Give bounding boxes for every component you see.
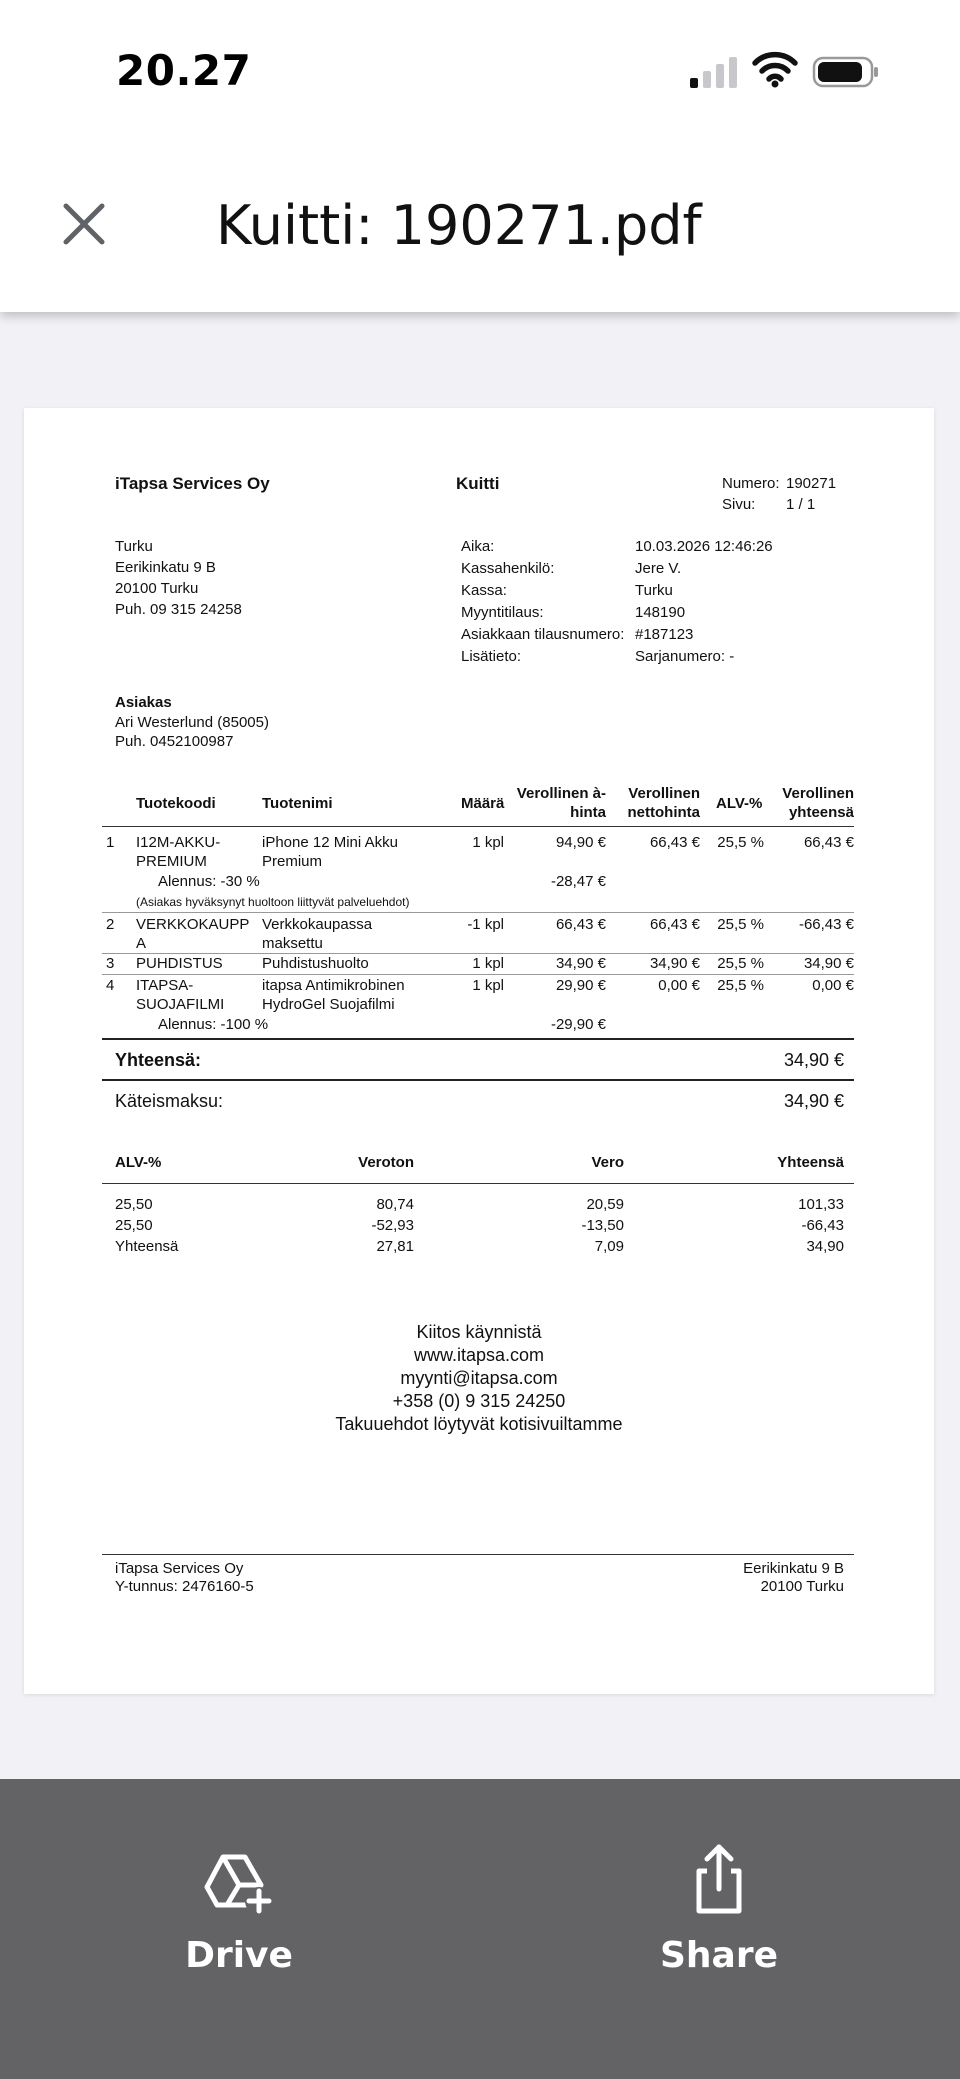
vat-header: Yhteensä xyxy=(777,1154,844,1171)
total-divider xyxy=(102,1079,854,1081)
vat-cell: Yhteensä xyxy=(115,1238,179,1255)
row-name: Verkkokaupassa xyxy=(262,916,373,933)
footer-line: Kiitos käynnistä xyxy=(416,1322,542,1342)
row-unit-price: 94,90 € xyxy=(555,834,606,851)
vat-cell: -52,93 xyxy=(371,1217,414,1234)
vat-header: ALV-% xyxy=(115,1154,162,1171)
footer-business-id: Y-tunnus: 2476160-5 xyxy=(115,1578,254,1595)
row-vat: 25,5 % xyxy=(717,977,764,994)
vat-cell: -13,50 xyxy=(581,1217,624,1234)
numero-value: 190271 xyxy=(786,475,837,492)
info-label: Myyntitilaus: xyxy=(461,604,544,621)
footer-phone: +358 (0) 9 315 24250 xyxy=(392,1391,566,1411)
row-divider xyxy=(102,912,854,913)
vat-cell: 34,90 xyxy=(806,1238,844,1255)
row-code: I12M-AKKU- xyxy=(136,834,221,851)
footer-website: www.itapsa.com xyxy=(413,1345,545,1365)
row-discount-value: -29,90 € xyxy=(550,1016,606,1033)
col-header-code: Tuotekoodi xyxy=(136,795,216,812)
drive-add-icon xyxy=(199,1839,279,1919)
footer-email: myynti@itapsa.com xyxy=(400,1368,558,1388)
row-total: 66,43 € xyxy=(803,834,854,851)
row-vat: 25,5 % xyxy=(717,955,764,972)
total-label: Yhteensä: xyxy=(115,1050,202,1070)
row-number: 3 xyxy=(106,955,115,972)
row-net-price: 34,90 € xyxy=(649,955,700,972)
row-unit-price: 29,90 € xyxy=(555,977,606,994)
col-header-net: Verollinen xyxy=(628,785,700,802)
row-divider xyxy=(102,974,854,975)
customer-phone: Puh. 0452100987 xyxy=(115,733,234,750)
sivu-label: Sivu: xyxy=(722,496,756,513)
info-value: Jere V. xyxy=(635,560,682,577)
address-line: 20100 Turku xyxy=(115,580,199,597)
cellular-signal-icon xyxy=(688,56,738,88)
footer-address: Eerikinkatu 9 B xyxy=(743,1560,844,1577)
vat-cell: 25,50 xyxy=(115,1217,153,1234)
vat-cell: 80,74 xyxy=(376,1196,414,1213)
info-label: Kassa: xyxy=(461,582,507,599)
share-button[interactable] xyxy=(619,1839,819,1976)
top-bar xyxy=(0,0,960,312)
row-note: (Asiakas hyväksynyt huoltoon liittyvät palveluehdot) xyxy=(136,895,410,909)
row-code: PREMIUM xyxy=(136,853,207,870)
info-label: Lisätieto: xyxy=(461,648,522,665)
payment-value: 34,90 € xyxy=(783,1091,844,1111)
address-phone: Puh. 09 315 24258 xyxy=(115,601,242,618)
info-value: Sarjanumero: - xyxy=(635,648,735,665)
row-net-price: 0,00 € xyxy=(658,977,700,994)
drive-label: Drive xyxy=(185,1935,293,1976)
share-icon xyxy=(679,1839,759,1919)
col-header-total: yhteensä xyxy=(788,804,854,821)
vat-header: Vero xyxy=(591,1154,624,1171)
row-code: PUHDISTUS xyxy=(136,955,223,972)
footer-company: iTapsa Services Oy xyxy=(115,1560,244,1577)
vat-cell: 20,59 xyxy=(586,1196,624,1213)
document-title: Kuitti: 190271.pdf xyxy=(216,194,702,257)
company-name: iTapsa Services Oy xyxy=(115,474,270,493)
footer-line: Takuuehdot löytyvät kotisivuiltamme xyxy=(335,1414,623,1434)
col-header-unit: Verollinen à- xyxy=(516,785,606,802)
payment-label: Käteismaksu: xyxy=(115,1091,224,1111)
address-line: Eerikinkatu 9 B xyxy=(115,559,216,576)
row-vat: 25,5 % xyxy=(717,916,764,933)
vat-header-divider xyxy=(102,1183,854,1184)
row-discount-value: -28,47 € xyxy=(550,873,606,890)
receipt-page xyxy=(24,408,934,1694)
receipt-type: Kuitti xyxy=(456,474,500,493)
row-number: 2 xyxy=(106,916,115,933)
col-header-total: Verollinen xyxy=(782,785,854,802)
row-number: 4 xyxy=(106,977,115,994)
vat-cell: 25,50 xyxy=(115,1196,153,1213)
vat-cell: 7,09 xyxy=(594,1238,624,1255)
row-code: VERKKOKAUPP xyxy=(136,916,250,933)
info-label: Kassahenkilö: xyxy=(461,560,555,577)
address-line: Turku xyxy=(115,538,153,555)
row-total: 34,90 € xyxy=(803,955,854,972)
row-qty: -1 kpl xyxy=(467,916,504,933)
close-icon xyxy=(60,200,108,248)
row-unit-price: 66,43 € xyxy=(555,916,606,933)
row-code: ITAPSA- xyxy=(136,977,194,994)
row-name: iPhone 12 Mini Akku xyxy=(262,834,398,851)
col-header-qty: Määrä xyxy=(461,795,505,812)
row-qty: 1 kpl xyxy=(472,955,504,972)
info-value: #187123 xyxy=(635,626,694,643)
vat-header: Veroton xyxy=(358,1154,414,1171)
share-label: Share xyxy=(659,1935,779,1976)
col-header-unit: hinta xyxy=(570,804,606,821)
numero-label: Numero: xyxy=(722,475,780,492)
row-net-price: 66,43 € xyxy=(649,834,700,851)
wifi-icon xyxy=(752,50,798,88)
row-number: 1 xyxy=(106,834,115,851)
table-header-divider xyxy=(102,826,854,827)
close-button[interactable] xyxy=(52,192,116,256)
row-name: maksettu xyxy=(262,935,323,952)
drive-button[interactable] xyxy=(139,1839,339,1976)
info-label: Asiakkaan tilausnumero: xyxy=(461,626,625,643)
customer-name: Ari Westerlund (85005) xyxy=(115,714,269,731)
row-code: SUOJAFILMI xyxy=(136,996,225,1013)
row-name: HydroGel Suojafilmi xyxy=(262,996,395,1013)
row-name: itapsa Antimikrobinen xyxy=(262,977,405,994)
vat-cell: -66,43 xyxy=(801,1217,844,1234)
row-code: A xyxy=(136,935,147,952)
total-value: 34,90 € xyxy=(783,1050,844,1070)
row-net-price: 66,43 € xyxy=(649,916,700,933)
row-discount-label: Alennus: -100 % xyxy=(158,1016,269,1033)
row-unit-price: 34,90 € xyxy=(555,955,606,972)
bottom-action-bar xyxy=(0,1779,960,2079)
col-header-vat: ALV-% xyxy=(716,795,763,812)
info-value: 10.03.2026 12:46:26 xyxy=(635,538,773,555)
col-header-name: Tuotenimi xyxy=(262,795,333,812)
row-qty: 1 kpl xyxy=(472,977,504,994)
status-time: 20.27 xyxy=(116,46,252,95)
row-qty: 1 kpl xyxy=(472,834,504,851)
page-footer-divider xyxy=(102,1554,854,1555)
sivu-value: 1 / 1 xyxy=(786,496,816,513)
customer-heading: Asiakas xyxy=(115,694,172,711)
row-discount-label: Alennus: -30 % xyxy=(158,873,260,890)
table-end-divider xyxy=(102,1038,854,1040)
row-name: Puhdistushuolto xyxy=(262,955,369,972)
row-total: 0,00 € xyxy=(812,977,854,994)
info-label: Aika: xyxy=(461,538,495,555)
vat-cell: 101,33 xyxy=(798,1196,844,1213)
vat-cell: 27,81 xyxy=(376,1238,414,1255)
info-value: 148190 xyxy=(635,604,686,621)
info-value: Turku xyxy=(635,582,673,599)
row-total: -66,43 € xyxy=(798,916,854,933)
row-name: Premium xyxy=(262,853,323,870)
col-header-net: nettohinta xyxy=(627,804,700,821)
footer-address: 20100 Turku xyxy=(760,1578,844,1595)
battery-icon xyxy=(812,56,880,88)
row-vat: 25,5 % xyxy=(717,834,764,851)
